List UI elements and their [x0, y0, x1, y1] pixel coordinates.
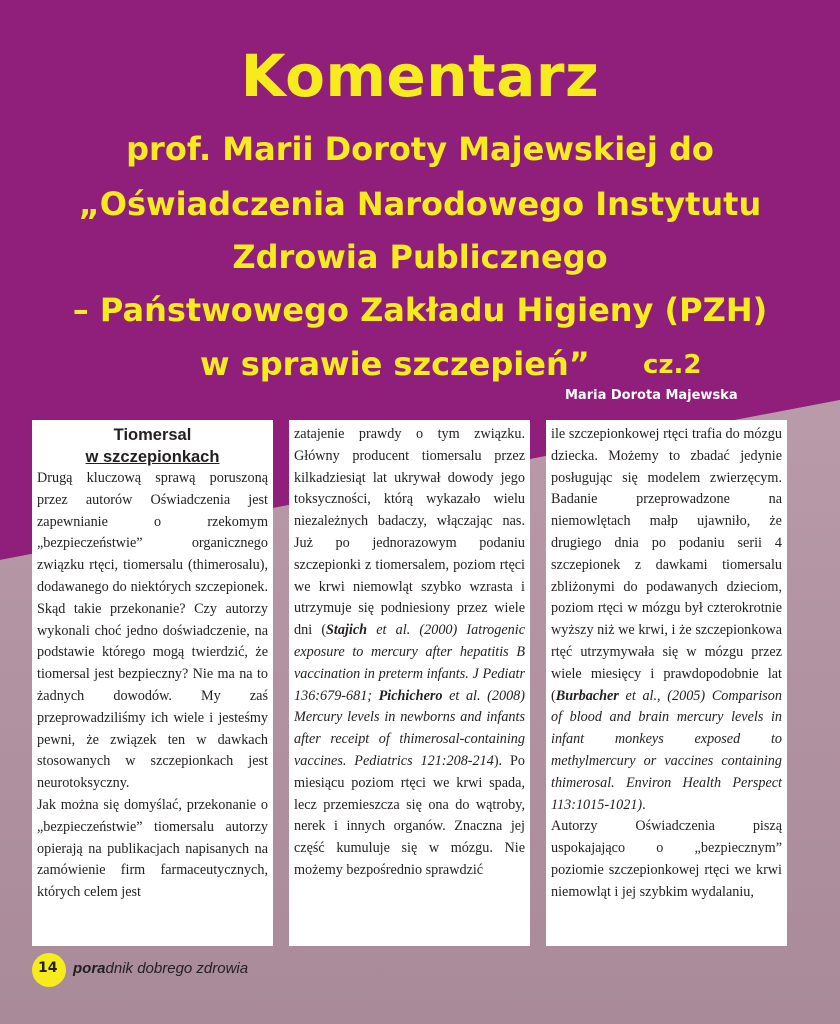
- paragraph: Jak można się domyślać, przekonanie o „bezpieczeństwie” tiomersalu autorzy opierają na publikacjach napisanych na zamówienie firm farmaceutycznych, których celem jest: [37, 796, 268, 901]
- article-column-3: [546, 420, 787, 946]
- subtitle-line-5: w sprawie szczepień”: [200, 345, 590, 383]
- citation-author: Stajich: [326, 622, 368, 639]
- subtitle-line-1: prof. Marii Doroty Majewskiej do: [126, 130, 714, 168]
- paragraph: [294, 424, 525, 882]
- page-number: 14: [38, 960, 58, 976]
- article-column-2: [289, 420, 530, 946]
- magazine-name-bold: pora: [73, 960, 106, 977]
- article-column-1: [32, 420, 273, 946]
- paragraph: [551, 424, 782, 816]
- citation-text: et al. (2000) Iatrogenic exposure to mercury after hepatitis B vaccination in preterm infants. J Pediatr 136:679-681;: [294, 622, 526, 704]
- citation-text: et al. (2008) Mercury levels in newborns and infants after receipt of thimerosal-containing vaccines. Pediatrics 121:208-214: [294, 687, 525, 769]
- paragraph: Drugą kluczową sprawą poruszoną przez autorów Oświadczenia jest zapewnianie o rzekomym „bezpieczeństwie” organicznego związku rtęci, tiomersalu (thimerosalu), dodawanego do niektórych szczepionek. Skąd takie przekonanie? Czy autorzy wykonali choć jedno doświadczenie, na podstawie którego mogą twierdzić, że tiomersal jest bezpieczny? Nie ma na to żadnych dowodów. My zaś przeprowadziliśmy ich wiele i jesteśmy pewni, że związek ten w dawkach stosowanych w szczepionkach jest neurotoksyczny.: [37, 470, 268, 792]
- magazine-name: [73, 960, 248, 977]
- part-label: cz.2: [643, 350, 702, 380]
- text-run: ). Po miesiącu poziom rtęci we krwi spada, lecz przemieszcza się ona do wątroby, nerek i innych organów. Znaczna jej część kumuluje się w mózgu. Nie możemy bezpośrednio sprawdzić: [294, 752, 525, 878]
- paragraph: Autorzy Oświadczenia piszą uspokajająco o „bezpiecznym” poziomie szczepionkowej rtęci we krwi niemowląt i jej szybkim wydalaniu,: [551, 818, 782, 900]
- citation-text: et al., (2005) Comparison of blood and brain mercury levels in infant monkeys exposed to methylmercury or vaccines containing thimerosal. Environ Health Perspect 113:1015-1021): [551, 687, 782, 813]
- citation-author: Pichichero: [378, 687, 443, 704]
- article-title: Komentarz: [240, 42, 600, 110]
- author-byline: Maria Dorota Majewska: [565, 388, 738, 403]
- subtitle-line-3: Zdrowia Publicznego: [232, 238, 608, 276]
- subtitle-line-2: „Oświadczenia Narodowego Instytutu: [78, 185, 762, 223]
- text-run: zatajenie prawdy o tym związku. Główny producent tiomersalu przez kilkadziesiąt lat ukrywał dowody jego toksyczności, którą wykazało wielu niezależnych badaczy, włączając nas. Już po jednorazowym podaniu szczepionki z tiomersalem, poziom rtęci we krwi niemowląt szybko wzrasta i utrzymuje się podniesiony przez wiele dni (: [294, 426, 525, 639]
- citation-author: Burbacher: [555, 687, 619, 704]
- section-heading: Tiomersal: [113, 426, 192, 444]
- text-run: ile szczepionkowej rtęci trafia do mózgu dziecka. Możemy to zbadać jedynie posługując się modelem zwierzęcym. Badanie przeprowadzone na niemowlętach małp ujawniło, że drugiego dnia po podaniu serii 4 szczepionek z dawkami tiomersalu zbliżonymi do podawanych dzieciom, poziom rtęci w mózgu był czterokrotnie wyższy niż we krwi, i że szczepionkowa rtęć utrzymywała się w mózgu przez wiele miesięcy i prawdopodobnie lat (: [551, 426, 782, 704]
- section-heading-underlined: w szczepionkach: [85, 448, 220, 466]
- subtitle-line-4: – Państwowego Zakładu Higieny (PZH): [72, 291, 768, 329]
- magazine-name-rest: dnik dobrego zdrowia: [105, 960, 249, 977]
- text-run: .: [642, 796, 646, 813]
